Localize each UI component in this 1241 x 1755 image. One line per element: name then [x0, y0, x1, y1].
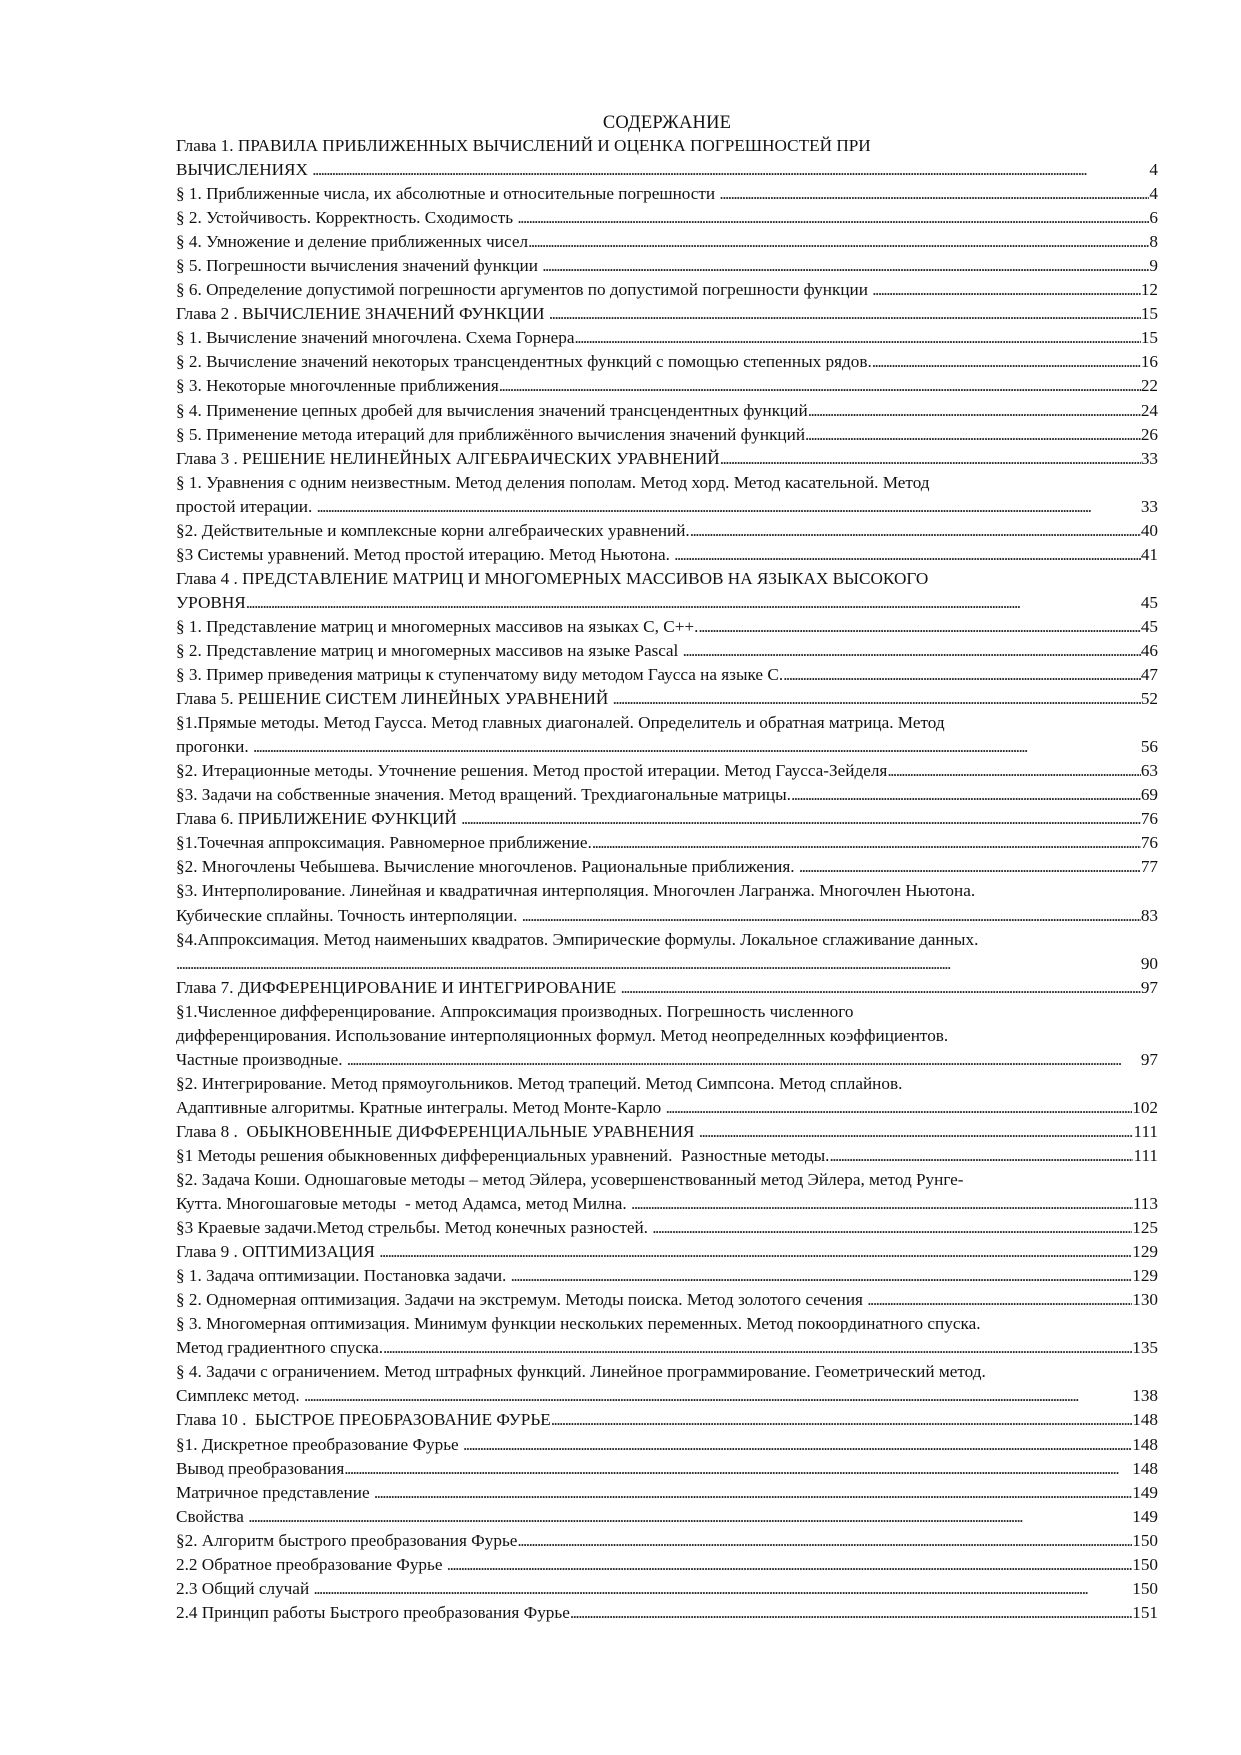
- toc-entry-text: § 4. Задачи с ограничением. Метод штрафных функций. Линейное программирование. Геометрический метод.: [176, 1362, 986, 1382]
- toc-page-number: 148: [1132, 1434, 1158, 1454]
- toc-entry[interactable]: [176, 976, 1158, 1000]
- toc-entry-text: § 3. Некоторые многочленные приближения: [176, 376, 499, 396]
- toc-entry-text: § 5. Применение метода итераций для приближённого вычисления значений функций: [176, 424, 806, 444]
- toc-entry-text: Симплекс метод.: [176, 1386, 305, 1406]
- dot-leader: [517, 1529, 1132, 1553]
- toc-entry-text: §4.Аппроксимация. Метод наименьших квадратов. Эмпирические формулы. Локальное сглаживание данных.: [176, 929, 979, 949]
- dot-leader: [312, 158, 1149, 182]
- toc-entry-text: § 2. Вычисление значений некоторых трансцендентных функций с помощью степенных рядов.: [176, 352, 872, 372]
- toc-entry-text: прогонки.: [176, 737, 253, 757]
- toc-entry-text: Частные производные.: [176, 1049, 347, 1069]
- toc-entry-row: [176, 904, 1158, 928]
- toc-page-number: 9: [1149, 256, 1158, 276]
- toc-entry[interactable]: [176, 1408, 1158, 1432]
- toc-entry[interactable]: [176, 447, 1158, 471]
- toc-entry-row: [176, 807, 1158, 831]
- toc-entry-text: §3. Задачи на собственные значения. Метод вращений. Трехдиагональные матрицы.: [176, 785, 791, 805]
- toc-entry-text: Вывод преобразования: [176, 1458, 345, 1478]
- dot-leader: [517, 206, 1149, 230]
- toc-page-number: 4: [1149, 160, 1158, 180]
- dot-leader: [799, 855, 1141, 879]
- toc-page-number: 33: [1140, 496, 1158, 516]
- toc-entry-text: Глава 1. ПРАВИЛА ПРИБЛИЖЕННЫХ ВЫЧИСЛЕНИЙ И ОЦЕНКА ПОГРЕШНОСТЕЙ ПРИ: [176, 136, 871, 155]
- toc-entry-text: § 1. Уравнения с одним неизвестным. Метод деления пополам. Метод хорд. Метод касательной. Метод: [176, 472, 930, 492]
- toc-entry-text: Адаптивные алгоритмы. Кратные интегралы. Метод Монте-Карло: [176, 1097, 666, 1117]
- dot-leader: [511, 1264, 1133, 1288]
- toc-entry-text: §1.Точечная аппроксимация. Равномерное приближение.: [176, 833, 592, 853]
- toc-entry-row: [176, 1336, 1158, 1360]
- toc-entry[interactable]: [176, 879, 1158, 927]
- toc-entry-row: [176, 1120, 1158, 1144]
- dot-leader: [719, 182, 1149, 206]
- toc-entry-row: [176, 1216, 1158, 1240]
- toc-entry[interactable]: [176, 687, 1158, 711]
- toc-page: [176, 112, 1158, 1625]
- toc-entry-text: Свойства: [176, 1506, 249, 1526]
- toc-entry-row: [176, 831, 1158, 855]
- toc-page-number: 76: [1140, 833, 1158, 853]
- toc-entry-text: Глава 5. РЕШЕНИЕ СИСТЕМ ЛИНЕЙНЫХ УРАВНЕНИЙ: [176, 689, 613, 709]
- toc-entry-row: [176, 1457, 1158, 1481]
- toc-page-number: 56: [1140, 737, 1158, 757]
- dot-leader: [347, 1048, 1141, 1072]
- toc-page-number: 40: [1140, 520, 1158, 540]
- dot-leader: [461, 807, 1141, 831]
- dot-leader: [791, 783, 1141, 807]
- dot-leader: [374, 1481, 1132, 1505]
- toc-entry-row: [176, 230, 1158, 254]
- toc-entry-text: § 3. Многомерная оптимизация. Минимум функции нескольких переменных. Метод покоординатного спуска.: [176, 1314, 981, 1334]
- toc-entry-row: [176, 759, 1158, 783]
- dot-leader: [248, 1505, 1132, 1529]
- toc-entry[interactable]: [176, 928, 1158, 976]
- toc-page-number: 22: [1140, 376, 1158, 396]
- toc-entry-text: § 6. Определение допустимой погрешности аргументов по допустимой погрешности функции: [176, 280, 873, 300]
- toc-entry[interactable]: [176, 423, 1158, 447]
- dot-leader: [621, 976, 1141, 1000]
- toc-page-number: 97: [1140, 977, 1158, 997]
- toc-entry-text: Глава 6. ПРИБЛИЖЕНИЕ ФУНКЦИЙ: [176, 809, 462, 829]
- toc-entry[interactable]: [176, 1457, 1158, 1481]
- toc-entry-row: [176, 447, 1158, 471]
- dot-leader: [522, 904, 1141, 928]
- toc-entry[interactable]: [176, 1360, 1158, 1408]
- dot-leader: [317, 495, 1141, 519]
- dot-leader: [829, 1144, 1133, 1168]
- dot-leader: [631, 1192, 1133, 1216]
- toc-entry-text: § 1. Вычисление значений многочлена. Схема Горнера: [176, 328, 575, 348]
- toc-page-number: 129: [1132, 1242, 1158, 1262]
- toc-entry-row: [176, 495, 1158, 519]
- dot-leader: [805, 423, 1141, 447]
- dot-leader: [666, 1096, 1133, 1120]
- toc-page-number: 33: [1140, 448, 1158, 468]
- toc-entry-row: [176, 254, 1158, 278]
- dot-leader: [313, 1577, 1132, 1601]
- toc-entry[interactable]: [176, 639, 1158, 663]
- toc-entry-row: [176, 302, 1158, 326]
- dot-leader: [344, 1457, 1132, 1481]
- toc-entry-row: [176, 519, 1158, 543]
- toc-page-number: 149: [1132, 1506, 1158, 1526]
- toc-entry-text: Глава 3 . РЕШЕНИЕ НЕЛИНЕЙНЫХ АЛГЕБРАИЧЕСКИХ УРАВНЕНИЙ: [176, 448, 720, 468]
- dot-leader: [575, 326, 1141, 350]
- toc-page-number: 41: [1140, 544, 1158, 564]
- toc-entry-row: [176, 952, 1158, 976]
- dot-leader: [808, 399, 1141, 423]
- toc-page-number: 111: [1133, 1145, 1158, 1165]
- dot-leader: [549, 302, 1141, 326]
- toc-entry-text: Глава 9 . ОПТИМИЗАЦИЯ: [176, 1242, 380, 1262]
- toc-entry[interactable]: [176, 807, 1158, 831]
- toc-entry-row: [176, 1481, 1158, 1505]
- toc-entry-text: Глава 8 . ОБЫКНОВЕННЫЕ ДИФФЕРЕНЦИАЛЬНЫЕ УРАВНЕНИЯ: [176, 1121, 699, 1141]
- toc-entry-row: [176, 976, 1158, 1000]
- toc-page-number: 90: [1140, 953, 1158, 973]
- toc-list: [176, 134, 1158, 1625]
- toc-entry[interactable]: [176, 855, 1158, 879]
- toc-entry-text: §3 Краевые задачи.Метод стрельбы. Метод конечных разностей.: [176, 1218, 653, 1238]
- toc-entry[interactable]: [176, 711, 1158, 759]
- toc-entry[interactable]: [176, 134, 1158, 182]
- toc-entry[interactable]: [176, 783, 1158, 807]
- toc-entry[interactable]: [176, 254, 1158, 278]
- toc-page-number: 46: [1140, 640, 1158, 660]
- toc-entry-row: [176, 1240, 1158, 1264]
- dot-leader: [253, 735, 1141, 759]
- toc-entry[interactable]: [176, 1000, 1158, 1072]
- toc-entry-text: §1.Прямые методы. Метод Гаусса. Метод главных диагоналей. Определитель и обратная матрица. Метод: [176, 713, 945, 733]
- dot-leader: [447, 1553, 1132, 1577]
- toc-page-number: 24: [1140, 400, 1158, 420]
- toc-page-number: 150: [1132, 1554, 1158, 1574]
- toc-page-number: 45: [1140, 592, 1158, 612]
- dot-leader: [528, 230, 1149, 254]
- toc-entry-text: Глава 2 . ВЫЧИСЛЕНИЕ ЗНАЧЕНИЙ ФУНКЦИИ: [176, 304, 549, 324]
- toc-entry-text: простой итерации.: [176, 496, 317, 516]
- toc-entry-text: УРОВНЯ: [176, 592, 246, 612]
- toc-page-number: 47: [1140, 665, 1158, 685]
- toc-page-number: 83: [1140, 905, 1158, 925]
- toc-entry-text: §2. Задача Коши. Одношаговые методы – метод Эйлера, усовершенствованный метод Эйлера, метод Рунге-: [176, 1170, 964, 1190]
- toc-page-number: 135: [1132, 1338, 1158, 1358]
- toc-entry[interactable]: [176, 326, 1158, 350]
- toc-entry[interactable]: [176, 1553, 1158, 1577]
- toc-entry-row: [176, 1577, 1158, 1601]
- dot-leader: [613, 687, 1141, 711]
- dot-leader: [463, 1433, 1132, 1457]
- toc-entry[interactable]: [176, 471, 1158, 519]
- toc-entry-text: Глава 7. ДИФФЕРЕНЦИРОВАНИЕ И ИНТЕГРИРОВАНИЕ: [176, 977, 621, 997]
- toc-entry[interactable]: [176, 374, 1158, 398]
- toc-page-number: 69: [1140, 785, 1158, 805]
- toc-page-number: 4: [1149, 184, 1158, 204]
- toc-entry-text: §2. Многочлены Чебышева. Вычисление многочленов. Рациональные приближения.: [176, 857, 799, 877]
- toc-entry[interactable]: [176, 1072, 1158, 1120]
- toc-entry[interactable]: [176, 1312, 1158, 1360]
- toc-entry[interactable]: [176, 278, 1158, 302]
- toc-entry-row: [176, 206, 1158, 230]
- toc-entry-row: [176, 1192, 1158, 1216]
- toc-entry[interactable]: [176, 1601, 1158, 1625]
- toc-entry[interactable]: [176, 1433, 1158, 1457]
- toc-entry[interactable]: [176, 567, 1158, 615]
- toc-entry[interactable]: [176, 1144, 1158, 1168]
- toc-entry-row: [176, 350, 1158, 374]
- toc-entry-row: [176, 399, 1158, 423]
- toc-entry-row: [176, 1048, 1158, 1072]
- toc-entry[interactable]: [176, 1240, 1158, 1264]
- toc-entry-text: § 4. Применение цепных дробей для вычисления значений трансцендентных функций: [176, 400, 808, 420]
- toc-entry[interactable]: [176, 302, 1158, 326]
- dot-leader: [872, 350, 1141, 374]
- toc-title: СОДЕРЖАНИЕ: [602, 113, 732, 133]
- toc-entry-text: §2. Интегрирование. Метод прямоугольников. Метод трапеций. Метод Симпсона. Метод сплайнов.: [176, 1073, 903, 1093]
- toc-entry-row: [176, 543, 1158, 567]
- toc-entry[interactable]: [176, 399, 1158, 423]
- toc-entry-row: [176, 1601, 1158, 1625]
- toc-entry-row: [176, 1288, 1158, 1312]
- toc-page-number: 150: [1132, 1578, 1158, 1598]
- toc-page-number: 113: [1132, 1194, 1158, 1214]
- toc-page-number: 150: [1132, 1530, 1158, 1550]
- toc-entry-row: [176, 278, 1158, 302]
- toc-entry-text: 2.4 Принцип работы Быстрого преобразования Фурье: [176, 1602, 570, 1622]
- toc-page-number: 102: [1132, 1097, 1158, 1117]
- dot-leader: [499, 374, 1141, 398]
- toc-page-number: 151: [1132, 1602, 1158, 1622]
- toc-entry-text: § 5. Погрешности вычисления значений функции: [176, 256, 543, 276]
- toc-entry-text: ВЫЧИСЛЕНИЯХ: [176, 160, 313, 180]
- toc-entry-row: [176, 158, 1158, 182]
- toc-entry-text: Глава 4 . ПРЕДСТАВЛЕНИЕ МАТРИЦ И МНОГОМЕРНЫХ МАССИВОВ НА ЯЗЫКАХ ВЫСОКОГО: [176, 568, 929, 588]
- toc-page-number: 130: [1132, 1290, 1158, 1310]
- dot-leader: [887, 759, 1140, 783]
- toc-entry[interactable]: [176, 831, 1158, 855]
- toc-page-number: 15: [1140, 304, 1158, 324]
- toc-page-number: 76: [1140, 809, 1158, 829]
- toc-entry-row: [176, 855, 1158, 879]
- toc-page-number: 12: [1140, 280, 1158, 300]
- toc-entry-text: 2.3 Общий случай: [176, 1578, 314, 1598]
- toc-entry-text: Кутта. Многошаговые методы - метод Адамса, метод Милна.: [176, 1194, 632, 1214]
- toc-entry-text: Кубические сплайны. Точность интерполяции.: [176, 905, 522, 925]
- toc-entry-text: § 2. Представление матриц и многомерных массивов на языке Pascal: [176, 640, 683, 660]
- toc-entry[interactable]: [176, 206, 1158, 230]
- toc-entry-row: [176, 326, 1158, 350]
- toc-page-number: 148: [1132, 1458, 1158, 1478]
- toc-entry[interactable]: [176, 615, 1158, 639]
- toc-entry-text: § 1. Приближенные числа, их абсолютные и относительные погрешности: [176, 184, 720, 204]
- toc-page-number: 125: [1132, 1218, 1158, 1238]
- toc-entry-text: Матричное представление: [176, 1482, 374, 1502]
- toc-page-number: 16: [1140, 352, 1158, 372]
- toc-page-number: 77: [1140, 857, 1158, 877]
- toc-entry-row: [176, 1096, 1158, 1120]
- toc-entry-text: § 1. Задача оптимизации. Постановка задачи.: [176, 1266, 511, 1286]
- dot-leader: [246, 591, 1141, 615]
- toc-entry-text: § 2. Одномерная оптимизация. Задачи на экстремум. Методы поиска. Метод золотого сечения: [176, 1290, 868, 1310]
- toc-entry[interactable]: [176, 543, 1158, 567]
- dot-leader: [652, 1216, 1132, 1240]
- toc-page-number: 15: [1140, 328, 1158, 348]
- toc-entry-row: [176, 639, 1158, 663]
- toc-page-number: 148: [1132, 1410, 1158, 1430]
- toc-page-number: 111: [1133, 1121, 1158, 1141]
- toc-page-number: 45: [1140, 616, 1158, 636]
- dot-leader: [304, 1384, 1132, 1408]
- toc-page-number: 138: [1132, 1386, 1158, 1406]
- toc-entry[interactable]: [176, 1264, 1158, 1288]
- toc-entry-row: [176, 783, 1158, 807]
- toc-entry-row: [176, 663, 1158, 687]
- toc-entry-text: §3. Интерполирование. Линейная и квадратичная интерполяция. Многочлен Лагранжа. Многочлен Ньютона.: [176, 881, 976, 901]
- toc-entry-text: Глава 10 . БЫСТРОЕ ПРЕОБРАЗОВАНИЕ ФУРЬЕ: [176, 1410, 551, 1430]
- toc-page-number: 149: [1132, 1482, 1158, 1502]
- toc-entry-text: § 4. Умножение и деление приближенных чисел: [176, 232, 529, 252]
- toc-entry-text: Метод градиентного спуска.: [176, 1338, 384, 1358]
- toc-entry-text: § 1. Представление матриц и многомерных массивов на языках C, C++.: [176, 616, 699, 636]
- toc-entry[interactable]: [176, 182, 1158, 206]
- dot-leader: [690, 519, 1141, 543]
- toc-entry-row: [176, 1144, 1158, 1168]
- toc-entry-row: [176, 1505, 1158, 1529]
- toc-entry-row: [176, 1264, 1158, 1288]
- dot-leader: [720, 447, 1141, 471]
- dot-leader: [551, 1408, 1132, 1432]
- toc-entry[interactable]: [176, 230, 1158, 254]
- toc-entry-row: [176, 1408, 1158, 1432]
- toc-page-number: 129: [1132, 1266, 1158, 1286]
- toc-entry[interactable]: [176, 1529, 1158, 1553]
- dot-leader: [698, 615, 1140, 639]
- toc-entry-row: [176, 687, 1158, 711]
- toc-entry[interactable]: [176, 1505, 1158, 1529]
- dot-leader: [872, 278, 1141, 302]
- toc-entry-row: [176, 1553, 1158, 1577]
- toc-entry-row: [176, 615, 1158, 639]
- dot-leader: [674, 543, 1141, 567]
- toc-entry-text: § 2. Устойчивость. Корректность. Сходимость: [176, 208, 518, 228]
- toc-page-number: 97: [1140, 1049, 1158, 1069]
- toc-page-number: 8: [1149, 232, 1158, 252]
- dot-leader: [570, 1601, 1132, 1625]
- toc-entry-text: § 3. Пример приведения матрицы к ступенчатому виду методом Гаусса на языке С.: [176, 665, 784, 685]
- toc-page-number: 63: [1140, 761, 1158, 781]
- toc-entry[interactable]: [176, 350, 1158, 374]
- dot-leader: [783, 663, 1141, 687]
- toc-entry-row: [176, 182, 1158, 206]
- toc-entry[interactable]: [176, 1168, 1158, 1216]
- dot-leader: [383, 1336, 1132, 1360]
- dot-leader: [176, 952, 1141, 976]
- toc-entry[interactable]: [176, 1577, 1158, 1601]
- toc-entry[interactable]: [176, 1481, 1158, 1505]
- toc-entry-row: [176, 374, 1158, 398]
- dot-leader: [542, 254, 1149, 278]
- toc-page-number: 6: [1149, 208, 1158, 228]
- toc-entry-row: [176, 591, 1158, 615]
- toc-entry[interactable]: [176, 519, 1158, 543]
- toc-entry-text: §2. Алгоритм быстрого преобразования Фурье: [176, 1530, 518, 1550]
- toc-entry[interactable]: [176, 759, 1158, 783]
- toc-entry-row: [176, 735, 1158, 759]
- toc-entry-text: 2.2 Обратное преобразование Фурье: [176, 1554, 447, 1574]
- toc-entry-text: §2. Действительные и комплексные корни алгебраических уравнений.: [176, 520, 690, 540]
- toc-entry-text: дифференцирования. Использование интерполяционных формул. Метод неопределнных коэффициентов.: [176, 1025, 949, 1045]
- toc-entry-text: §1 Методы решения обыкновенных дифференциальных уравнений. Разностные методы.: [176, 1145, 830, 1165]
- toc-page-number: 26: [1140, 424, 1158, 444]
- toc-entry-row: [176, 1384, 1158, 1408]
- toc-entry[interactable]: [176, 663, 1158, 687]
- dot-leader: [867, 1288, 1132, 1312]
- dot-leader: [699, 1120, 1134, 1144]
- toc-page-number: 52: [1140, 689, 1158, 709]
- toc-entry[interactable]: [176, 1288, 1158, 1312]
- dot-leader: [592, 831, 1141, 855]
- toc-entry-row: [176, 423, 1158, 447]
- toc-entry[interactable]: [176, 1216, 1158, 1240]
- toc-entry[interactable]: [176, 1120, 1158, 1144]
- toc-entry-text: §1.Численное дифференцирование. Аппроксимация производных. Погрешность численного: [176, 1001, 854, 1021]
- toc-entry-row: [176, 1433, 1158, 1457]
- toc-entry-text: §1. Дискретное преобразование Фурье: [176, 1434, 463, 1454]
- toc-entry-row: [176, 1529, 1158, 1553]
- dot-leader: [683, 639, 1141, 663]
- dot-leader: [379, 1240, 1132, 1264]
- toc-entry-text: §3 Системы уравнений. Метод простой итерацию. Метод Ньютона.: [176, 544, 675, 564]
- toc-entry-text: §2. Итерационные методы. Уточнение решения. Метод простой итерации. Метод Гаусса-Зейделя: [176, 761, 888, 781]
